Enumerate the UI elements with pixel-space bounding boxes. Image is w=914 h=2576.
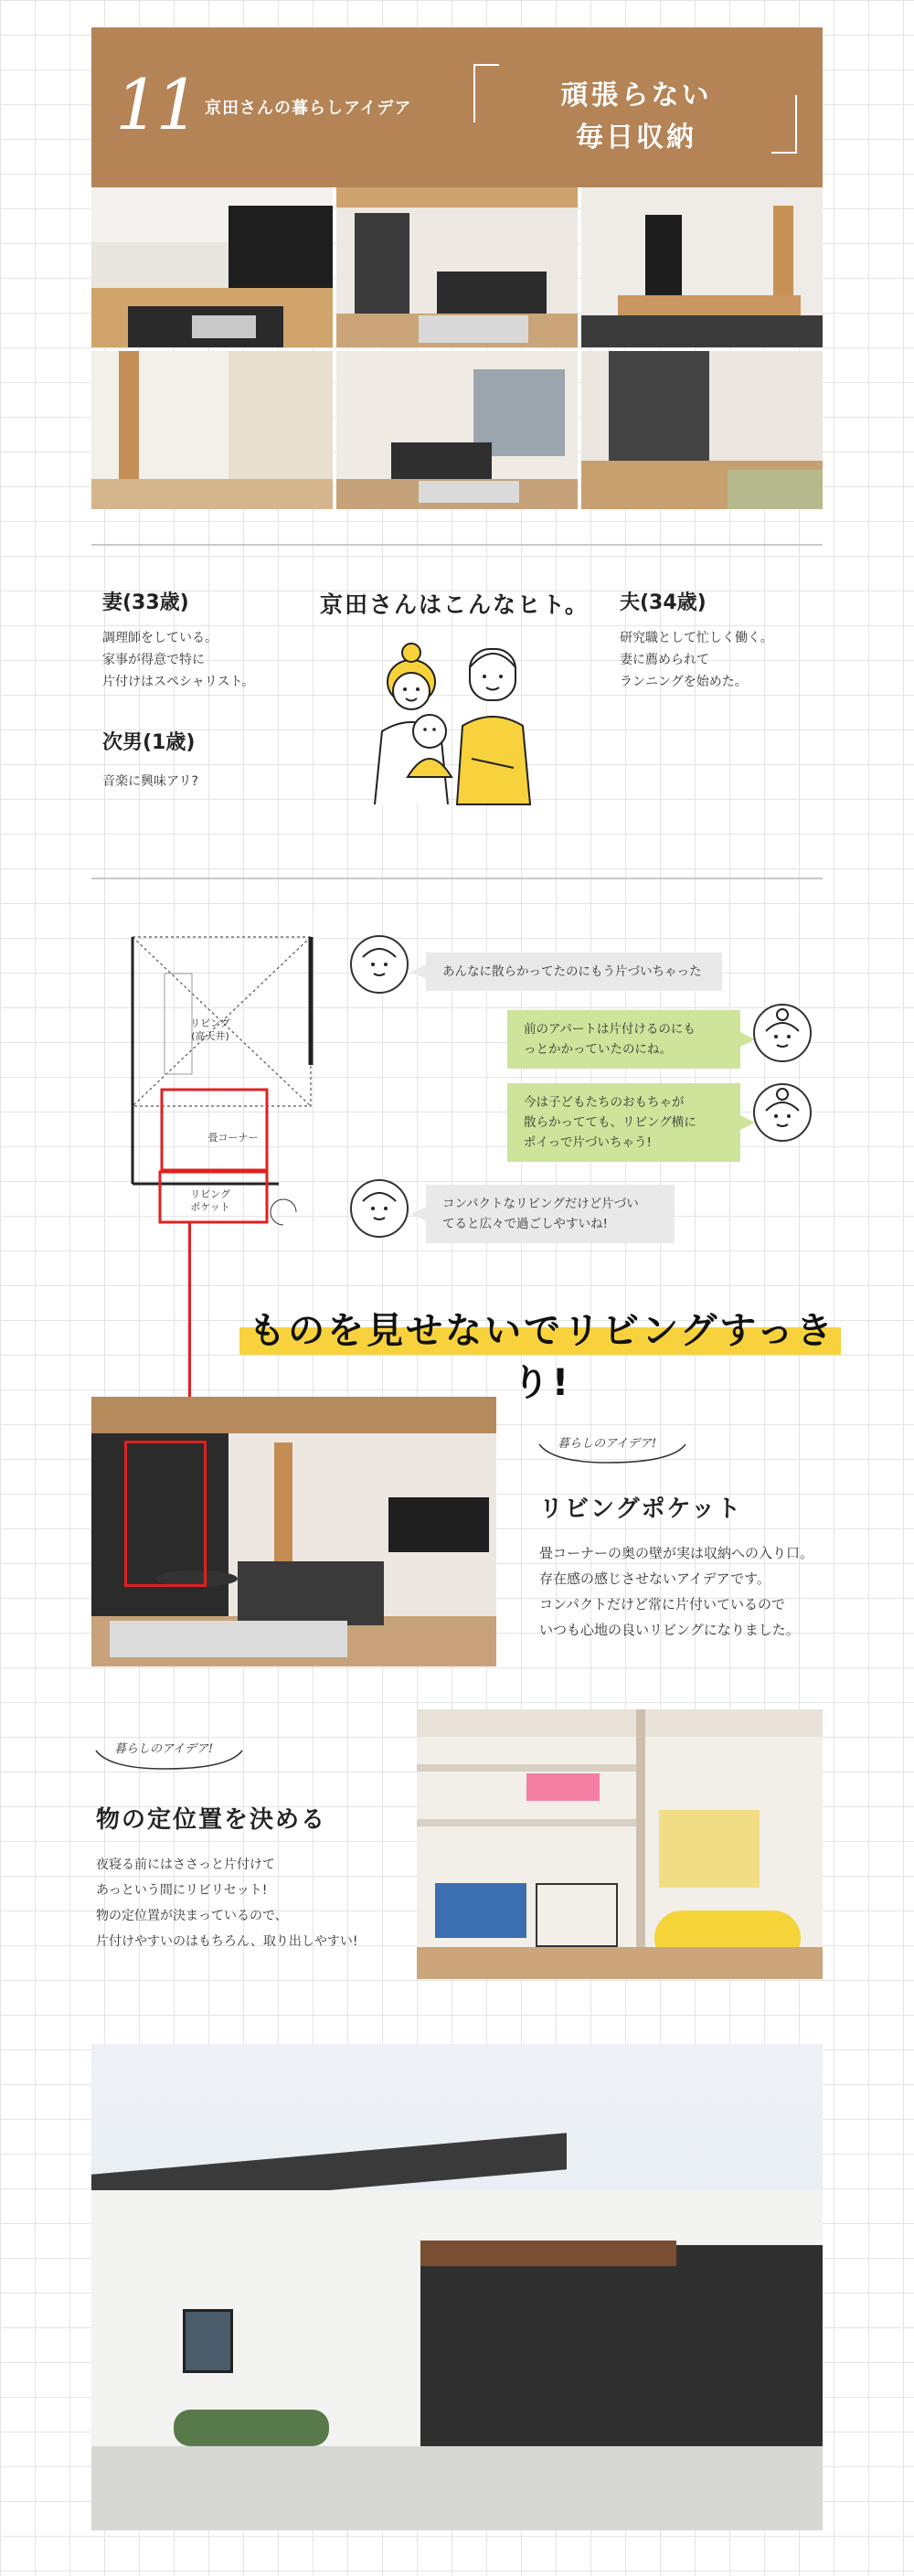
wife-desc: 調理師をしている。 家事が得意で特に 片付けはスペシャリスト。 [102,631,255,689]
section-divider [91,878,823,879]
photo-kitchen [91,187,333,347]
photo-storage [417,1709,823,1979]
idea-tag: 暮らしのアイデア! [558,1437,657,1451]
dialog-bubble: あんなに散らかってたのにもう片づいちゃった [426,953,722,991]
photo-grid [91,187,823,509]
plan-label-ceiling: (高天井) [191,1030,229,1042]
husband-avatar [350,935,409,994]
dialog-bubble: 前のアパートは片付けるのにも っとかかっていたのにね。 [507,1010,740,1069]
photo-closet [91,351,333,509]
dialog-bubble: コンパクトなリビングだけど片づい てると広々で過ごしやすいね! [426,1185,675,1243]
son-desc: 音楽に興味アリ? [102,774,198,789]
family-heading: 京田さんはこんなヒト。 [320,591,590,618]
plan-label-living: リビング [190,1017,230,1029]
wife-avatar [753,1004,812,1062]
section-divider [91,544,823,546]
photo-exterior [91,2044,823,2530]
photo-dining [581,187,823,347]
floor-plan [114,932,320,1248]
header-title: 頑張らない 毎日収納 [560,80,712,154]
son-role: 次男(1歳) [102,731,196,754]
wife-avatar [753,1083,812,1142]
plan-label-pocket-1: リビング [190,1188,230,1200]
idea-tag-underline [535,1435,690,1472]
photo-tatami [581,351,823,509]
husband-avatar [350,1179,409,1238]
husband-role: 夫(34歳) [620,591,707,614]
photo-living-pocket [91,1397,496,1666]
idea-tag: 暮らしのアイデア! [114,1742,214,1756]
photo-living-sofa [336,351,578,509]
dialog-bubble: 今は子どもたちのおもちゃが 散らかってても、リビング横に ポイっで片づいちゃう! [507,1083,740,1162]
plan-label-pocket-2: ポケット [190,1201,230,1213]
section-headline: ものを見せないでリビングすっきり! [249,1310,835,1404]
idea1-title: リビングポケット [539,1496,743,1523]
wife-role: 妻(33歳) [102,591,189,614]
header-banner [91,27,823,187]
idea2-title: 物の定位置を決める [96,1806,327,1834]
husband-desc: 研究職として忙しく働く。 妻に薦められて ランニングを始めた。 [620,631,773,689]
header-subtitle: 京田さんの暮らしアイデア [205,99,412,118]
plan-label-tatami: 畳コーナー [207,1132,259,1144]
family-illustration [356,631,548,814]
idea-tag-underline [91,1741,247,1778]
photo-living [336,187,578,347]
article-number: 11 [115,64,197,145]
idea2-body: 夜寝る前にはささっと片付けて あっという間にリビリセット! 物の定位置が決まっているので、 片付けやすいのはもちろん、取り出しやすい! [96,1857,358,1949]
idea1-body: 畳コーナーの奥の壁が実は収納への入り口。 存在感の感じさせないアイデアです。 コンパクトだけど常に片付いているので いつも心地の良いリビングになりました。 [539,1545,814,1638]
